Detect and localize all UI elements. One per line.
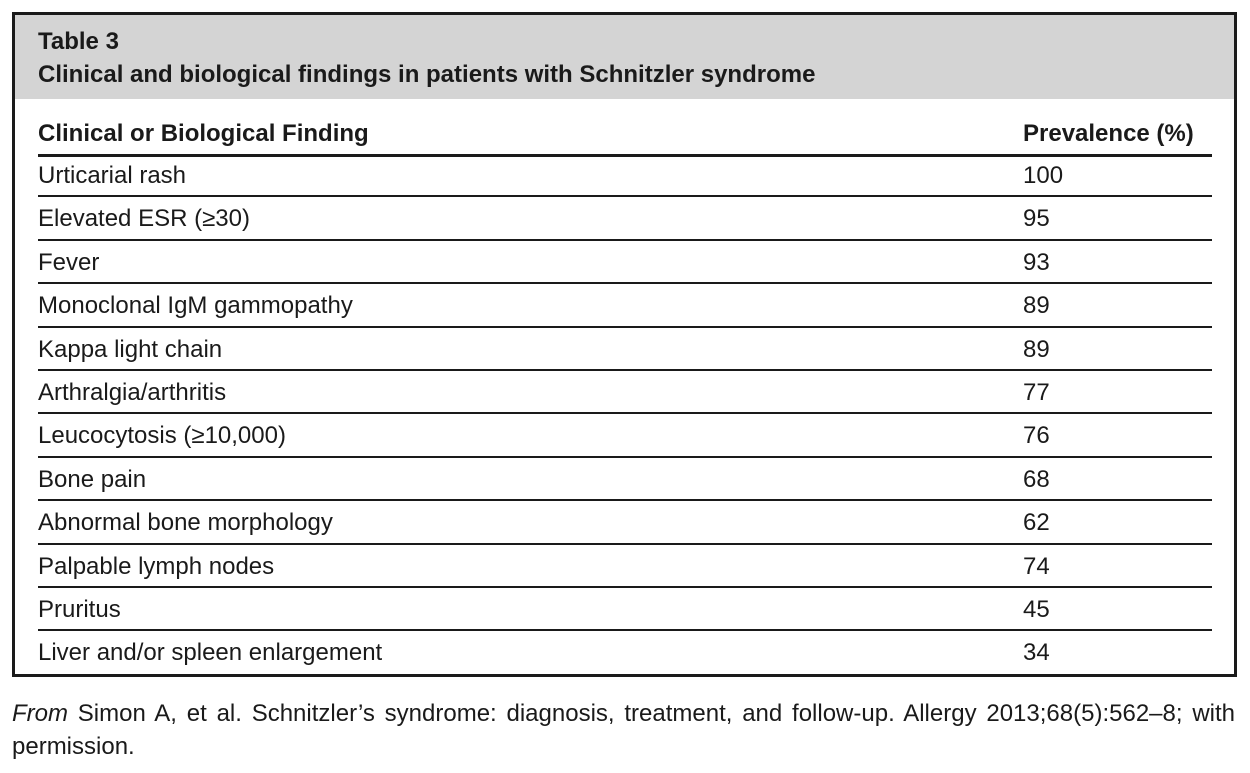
source-citation: Simon A, et al. Schnitzler’s syndrome: diagnosis, treatment, and follow-up. Allergy 2013;68(5):562–8; with permission. [12,700,1235,760]
cell-prevalence: 74 [1023,552,1050,580]
cell-prevalence: 68 [1023,465,1050,493]
cell-finding: Bone pain [38,465,147,493]
cell-prevalence: 76 [1023,422,1050,450]
table-header-row [38,118,1212,157]
table-row [38,545,1212,588]
source-note [12,697,1235,763]
cell-prevalence: 45 [1023,595,1050,623]
table-row [38,197,1212,240]
cell-finding: Elevated ESR (≥30) [38,205,250,233]
cell-finding: Fever [38,248,100,276]
cell-finding: Urticarial rash [38,162,187,189]
table-row [38,458,1212,501]
header-finding: Clinical or Biological Finding [38,120,369,147]
table-body [38,154,1212,675]
cell-prevalence: 77 [1023,378,1050,406]
cell-finding: Arthralgia/arthritis [38,378,227,406]
cell-finding: Monoclonal IgM gammopathy [38,292,353,320]
table-row [38,371,1212,414]
table-row [38,241,1212,284]
table-row [38,328,1212,371]
cell-prevalence: 95 [1023,205,1050,233]
cell-finding: Abnormal bone morphology [38,509,333,537]
header-prevalence: Prevalence (%) [1023,120,1194,147]
source-lead: From [12,700,68,727]
table-frame [12,12,1237,677]
cell-finding: Kappa light chain [38,335,223,363]
table-row [38,284,1212,327]
cell-prevalence: 100 [1023,162,1064,189]
cell-finding: Pruritus [38,595,121,623]
cell-prevalence: 89 [1023,292,1050,320]
table-row [38,588,1212,631]
table-row [38,501,1212,544]
cell-finding: Liver and/or spleen enlargement [38,639,383,667]
table-label: Table 3 [38,28,119,55]
table-caption [15,15,1234,99]
cell-finding: Leucocytosis (≥10,000) [38,422,286,450]
table-title: Clinical and biological findings in patients with Schnitzler syndrome [38,61,816,88]
cell-prevalence: 89 [1023,335,1050,363]
table-row [38,154,1212,197]
cell-prevalence: 34 [1023,639,1050,667]
cell-prevalence: 93 [1023,248,1050,276]
cell-prevalence: 62 [1023,509,1050,537]
table-row [38,631,1212,674]
table-row [38,414,1212,457]
cell-finding: Palpable lymph nodes [38,552,275,580]
